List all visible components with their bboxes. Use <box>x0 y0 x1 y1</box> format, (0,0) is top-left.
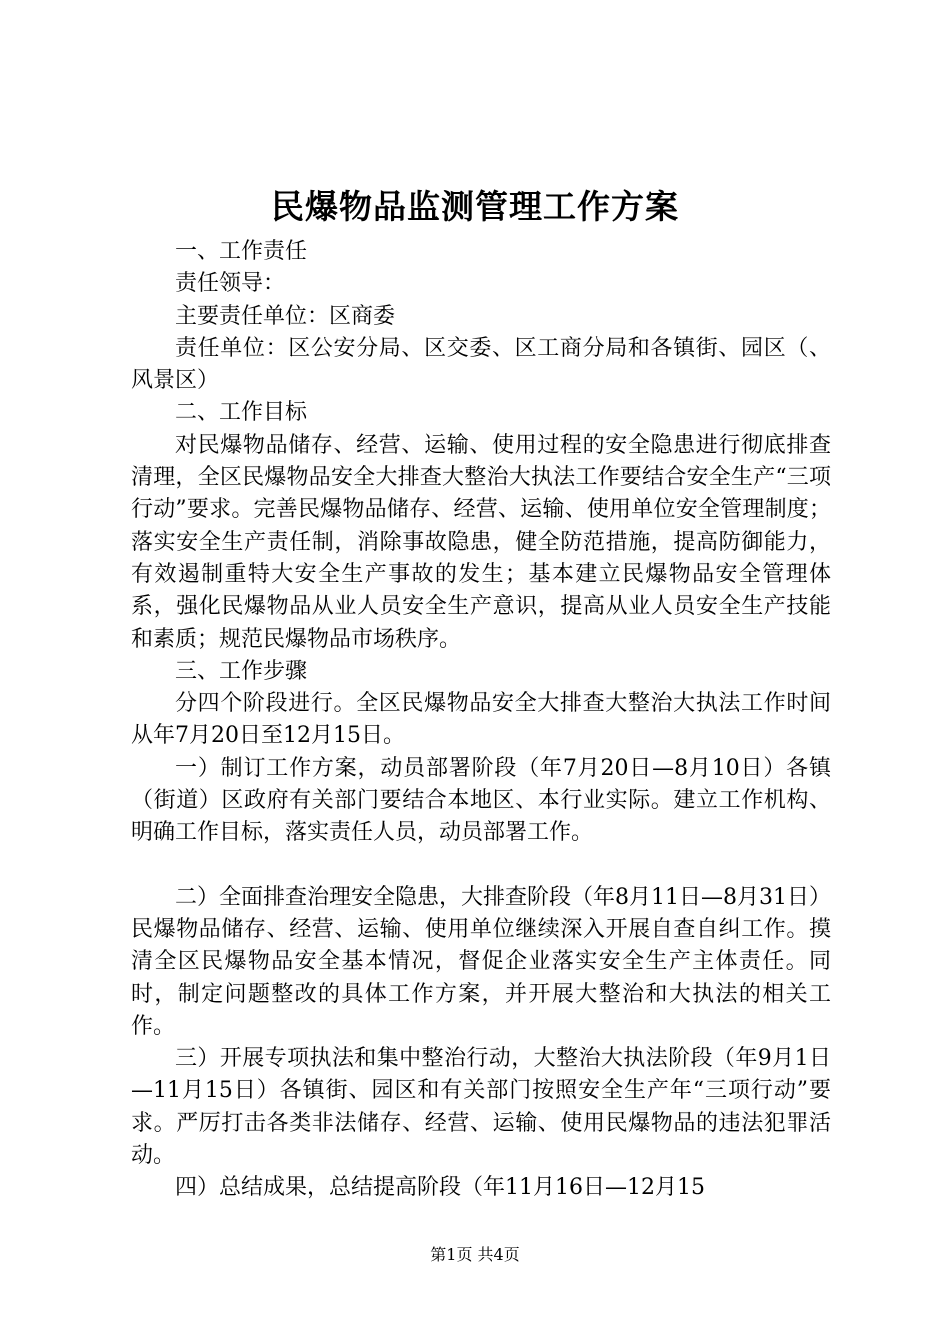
steps-intro-paragraph: 分四个阶段进行。全区民爆物品安全大排查大整治大执法工作时间从年7月20日至12月15日。 <box>131 691 831 749</box>
step-four-paragraph: 四）总结成果，总结提高阶段（年11月16日—12月15 <box>175 1175 705 1201</box>
paragraph-spacer <box>131 850 831 882</box>
step-three-paragraph: 三）开展专项执法和集中整治行动，大整治大执法阶段（年9月1日—11月15日）各镇街、园区和有关部门按照安全生产年“三项行动”要求。严厉打击各类非法储存、经营、运输、使用民爆物品的违法犯罪活动。 <box>131 1046 831 1169</box>
step-two-paragraph: 二）全面排查治理安全隐患，大排查阶段（年8月11日—8月31日）民爆物品储存、经营、运输、使用单位继续深入开展自查自纠工作。摸清全区民爆物品安全基本情况，督促企业落实安全生产主体责任。同时，制定问题整改的具体工作方案，并开展大整治和大执法的相关工作。 <box>131 884 831 1039</box>
goals-paragraph: 对民爆物品储存、经营、运输、使用过程的安全隐患进行彻底排查清理，全区民爆物品安全大排查大整治大执法工作要结合安全生产“三项行动”要求。完善民爆物品储存、经营、运输、使用单位安全管理制度；落实安全生产责任制，消除事故隐患，健全防范措施，提高防御能力，有效遏制重特大安全生产事故的发生；基本建立民爆物品安全管理体系，强化民爆物品从业人员安全生产意识，提高从业人员安全生产技能和素质；规范民爆物品市场秩序。 <box>131 432 831 652</box>
responsible-leader: 责任领导： <box>175 271 286 297</box>
responsible-units: 责任单位：区公安分局、区交委、区工商分局和各镇街、园区（、风景区） <box>131 335 831 394</box>
document-body <box>131 236 831 1205</box>
section-heading-steps: 三、工作步骤 <box>175 658 308 684</box>
section-heading-responsibility: 一、工作责任 <box>175 239 308 264</box>
document-title: 民爆物品监测管理工作方案 <box>271 187 679 226</box>
step-one-paragraph: 一）制订工作方案，动员部署阶段（年7月20日—8月10日）各镇（街道）区政府有关部门要结合本地区、本行业实际。建立工作机构、明确工作目标，落实责任人员，动员部署工作。 <box>131 755 831 846</box>
page-number-footer: 第1页 共4页 <box>430 1245 520 1264</box>
section-heading-goals: 二、工作目标 <box>175 400 308 426</box>
main-responsible-unit: 主要责任单位：区商委 <box>175 303 396 329</box>
